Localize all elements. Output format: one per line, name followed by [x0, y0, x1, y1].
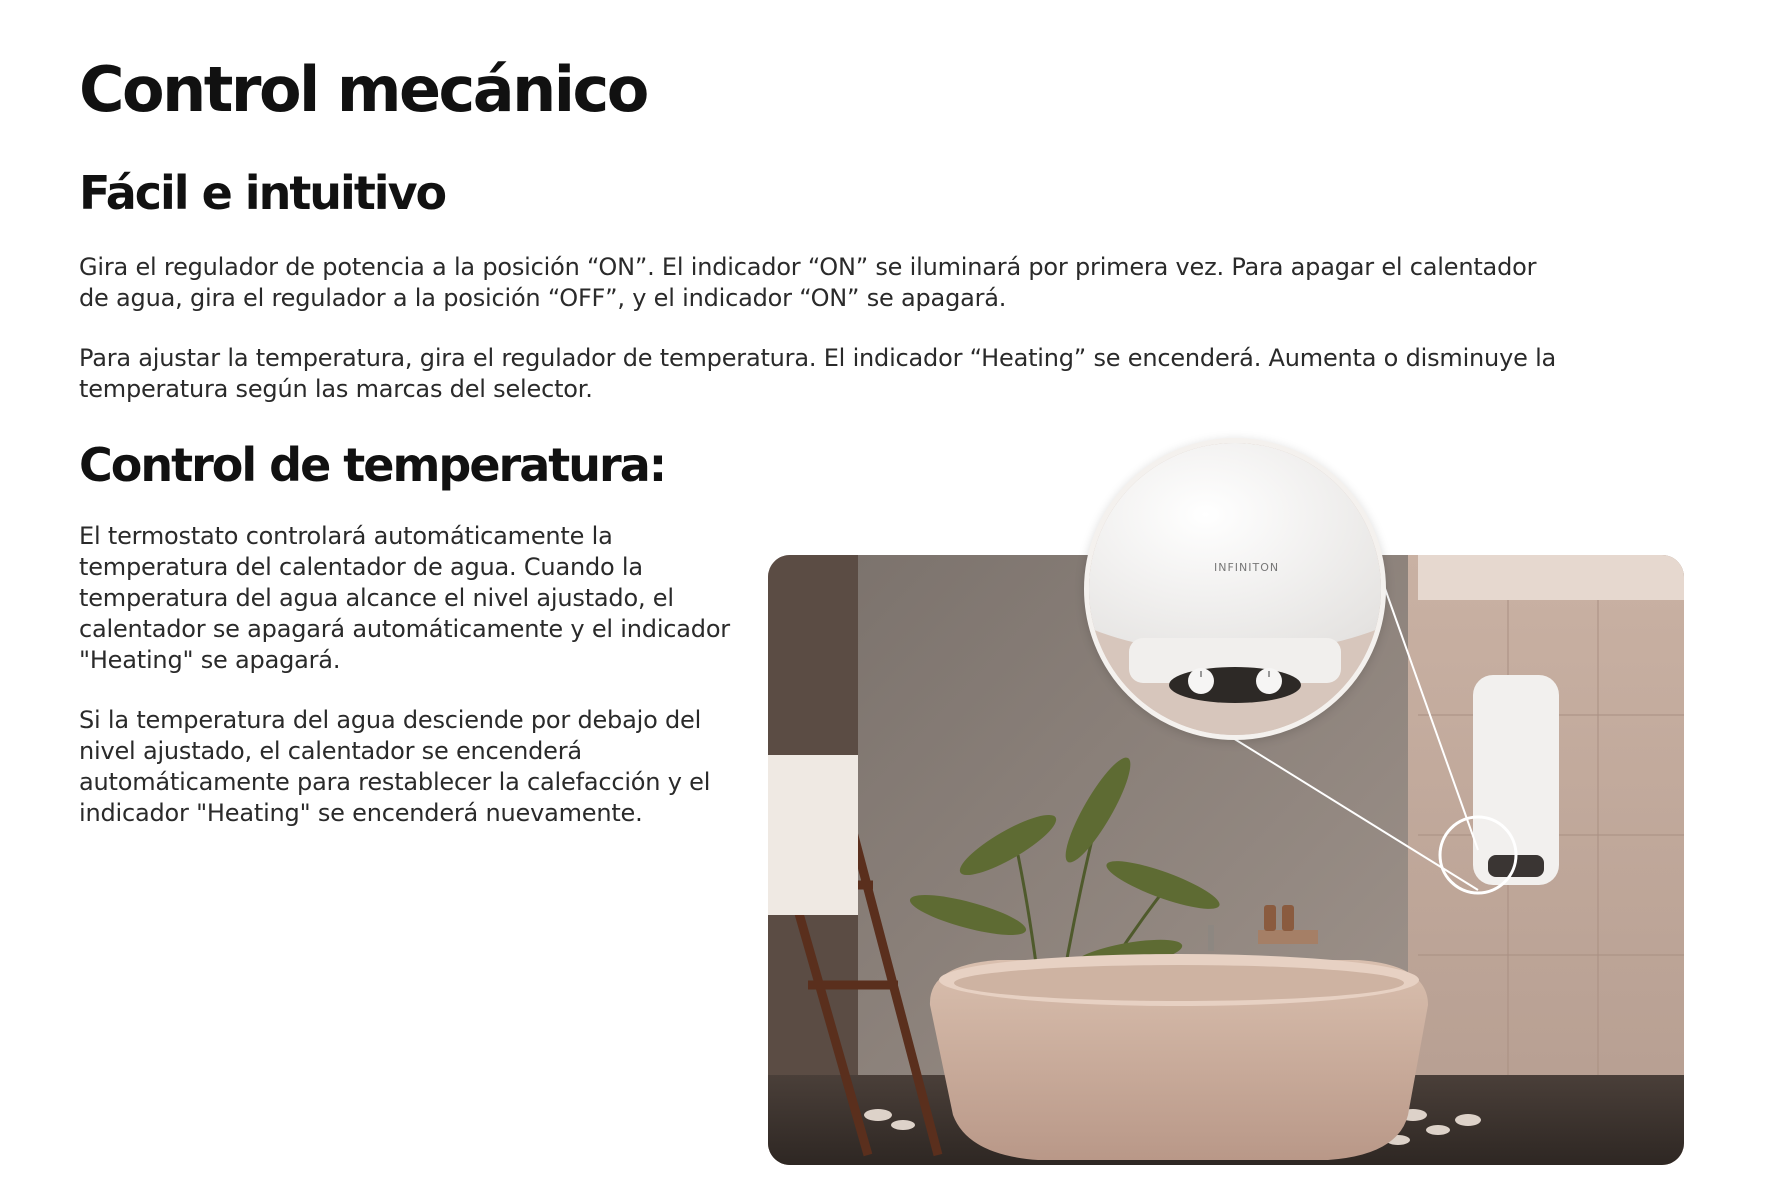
page-subtitle: Fácil e intuitivo: [79, 166, 446, 220]
heater-control-zoom: [1084, 438, 1386, 740]
section-title-temperature-control: Control de temperatura:: [79, 438, 666, 492]
brand-logo: INFINITON: [1214, 561, 1280, 574]
paragraph-reheat: Si la temperatura del agua desciende por debajo del nivel ajustado, el calentador se encenderá automáticamente para restablecer la calefacción y el indicador "Heating" se encenderá nuevamente.: [79, 706, 711, 827]
paragraph-thermostat: El termostato controlará automáticamente la temperatura del calentador de agua. Cuando la temperatura del agua alcance el nivel ajustado, el calentador se apagará automáticamente y el indicador "Heating" se apagará.: [79, 522, 730, 674]
page-title: Control mecánico: [79, 53, 647, 126]
paragraph-temperature-adjust: Para ajustar la temperatura, gira el regulador de temperatura. El indicador “Heating” se encenderá. Aumenta o disminuye la temperatura según las marcas del selector.: [79, 344, 1557, 403]
paragraph-power-regulator: Gira el regulador de potencia a la posición “ON”. El indicador “ON” se iluminará por primera vez. Para apagar el calentador de agua, gira el regulador a la posición “OFF”, y el indicador “ON” se apagará.: [79, 253, 1537, 312]
